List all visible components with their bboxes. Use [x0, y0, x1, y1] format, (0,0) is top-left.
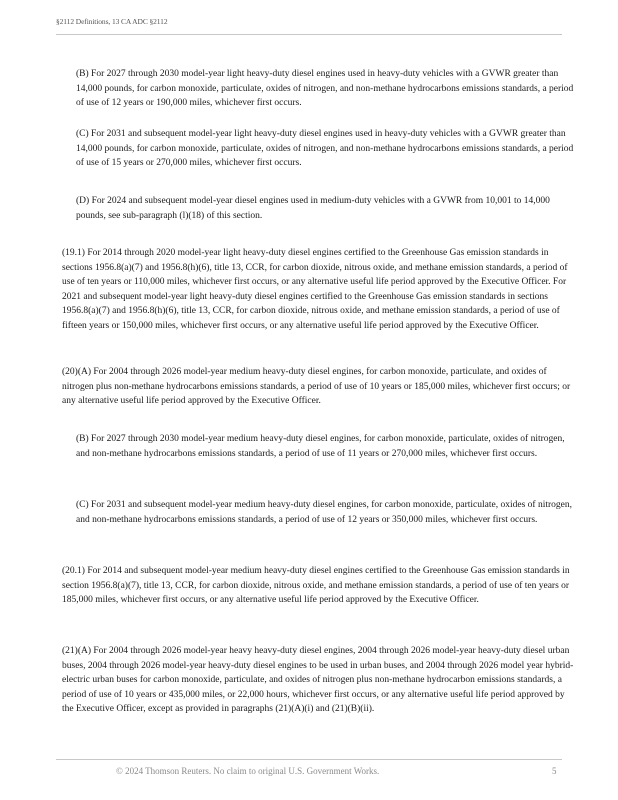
paragraph-18d: (D) For 2024 and subsequent model-year diesel engines used in medium-duty vehicles with a GVWR from 10,001 to 14,000 pounds, see sub-paragraph (l)(18) of this section. [76, 196, 550, 221]
paragraph-18b: (B) For 2027 through 2030 model-year light heavy-duty diesel engines used in heavy-duty vehicles with a GVWR greater than 14,000 pounds, for carbon monoxide, particulate, oxides of nitrogen, and non-methane hydrocarbons emissions standards, a period of use of 12 years or 190,000 miles, whichever first occurs. [76, 69, 574, 108]
paragraph-19-1: (19.1) For 2014 through 2020 model-year light heavy-duty diesel engines certified to the Greenhouse Gas emission standards in sections 1956.8(a)(7) and 1956.8(h)(6), title 13, CCR, for carbon dioxide, nitrous oxide, and methane emission standards, a period of use of ten years or 110,000 miles, whichever first occurs, or any alternative useful life period approved by the Executive Officer. For 2021 and subsequent model-year light heavy-duty diesel engines certified to the Greenhouse Gas emission standards in sections 1956.8(a)(7) and 1956.8(h)(6), title 13, CCR, for carbon dioxide, nitrous oxide, and methane emission standards, a period of use of fifteen years or 150,000 miles, whichever first occurs, or any alternative useful life period approved by the Executive Officer. [62, 248, 568, 331]
paragraph-21a: (21)(A) For 2004 through 2026 model-year heavy heavy-duty diesel engines, 2004 through 2026 model-year heavy-duty diesel urban buses, 2004 through 2026 model-year heavy-duty diesel engines to be used in urban buses, and 2004 through 2026 model year hybrid-electric urban buses for carbon monoxide, particulate, and oxides of nitrogen plus non-methane hydrocarbon emissions standards, a period of use of 10 years or 435,000 miles, or 22,000 hours, whichever first occurs, or any alternative useful life period approved by the Executive Officer, except as provided in paragraphs (21)(A)(i) and (21)(B)(ii). [62, 646, 574, 714]
paragraph-20c: (C) For 2031 and subsequent model-year medium heavy-duty diesel engines, for carbon monoxide, particulate, oxides of nitrogen, and non-methane hydrocarbons emissions standards, a period of use of 12 years or 350,000 miles, whichever first occurs. [76, 500, 572, 525]
paragraph-20b: (B) For 2027 through 2030 model-year medium heavy-duty diesel engines, for carbon monoxide, particulate, oxides of nitrogen, and non-methane hydrocarbons emissions standards, a period of use of 11 years or 270,000 miles, whichever first occurs. [76, 434, 565, 459]
footer-copyright: © 2024 Thomson Reuters. No claim to original U.S. Government Works. [116, 766, 380, 776]
paragraph-20-1: (20.1) For 2014 and subsequent model-year medium heavy-duty diesel engines certified to the Greenhouse Gas emission standards in section 1956.8(a)(7), title 13, CCR, for carbon dioxide, nitrous oxide, and methane emission standards, a period of use of ten years or 185,000 miles, whichever first occurs, or any alternative useful life period approved by the Executive Officer. [62, 566, 570, 605]
paragraph-20a: (20)(A) For 2004 through 2026 model-year medium heavy-duty diesel engines, for carbon monoxide, particulate, and oxides of nitrogen plus non-methane hydrocarbons emissions standards, a period of use of 10 years or 185,000 miles, whichever first occurs; or any alternative useful life period approved by the Executive Officer. [62, 367, 571, 406]
footer-divider [56, 759, 562, 760]
header-divider [56, 34, 562, 35]
paragraph-18c: (C) For 2031 and subsequent model-year light heavy-duty diesel engines used in heavy-duty vehicles with a GVWR greater than 14,000 pounds, for carbon monoxide, particulate, oxides of nitrogen, and non-methane hydrocarbons emissions standards, a period of use of 15 years or 270,000 miles, whichever first occurs. [76, 129, 574, 168]
running-head: §2112 Definitions, 13 CA ADC §2112 [56, 17, 168, 26]
page-number: 5 [552, 766, 557, 776]
